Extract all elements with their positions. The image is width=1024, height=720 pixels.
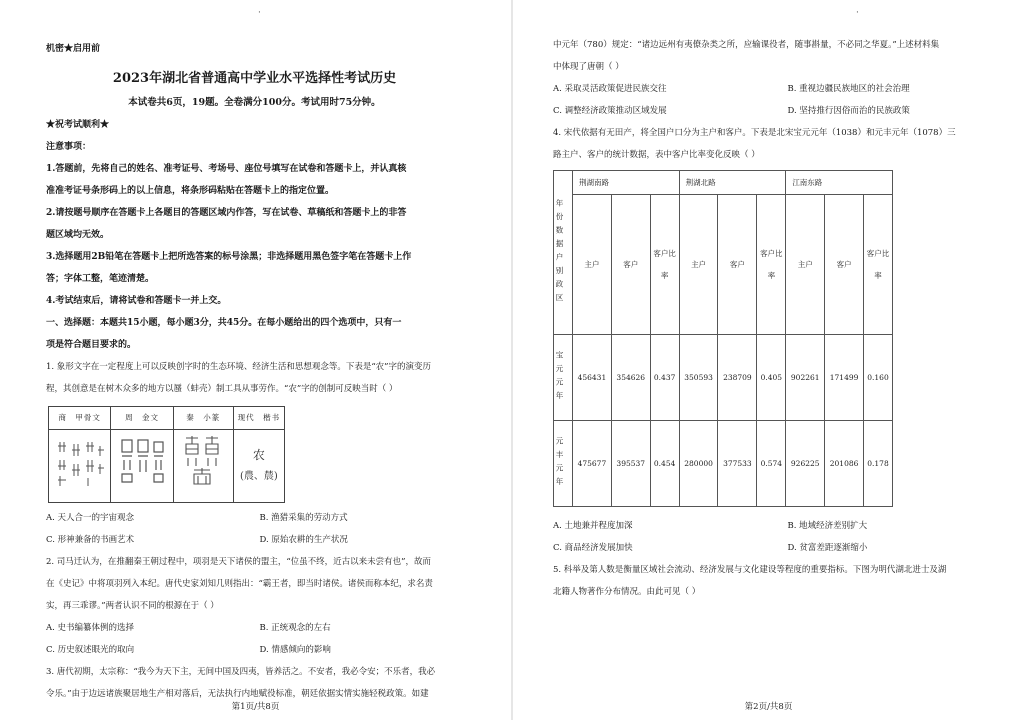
question-3-text-cont: 中元年（780）规定：“诸边远州有夷僚杂类之所，应输课役者，随事斟量，不必同之华夏。”上述材料集 — [553, 40, 940, 50]
exam-subtitle: 本试卷共6页，19题。全卷满分100分。考试用时75分钟。 — [128, 97, 381, 108]
regular-script-cell — [233, 430, 284, 503]
year-cell — [554, 421, 573, 507]
notice-line: 4.考试结束后，请将试卷和答题卡一并上交。 — [46, 296, 227, 306]
data-cell: 377533 — [718, 421, 757, 507]
data-cell: 926225 — [786, 421, 825, 507]
modern-character-variants: (農、辳) — [239, 471, 278, 482]
bronze-glyphs — [111, 430, 173, 503]
col-header: 客户 — [611, 195, 650, 335]
corner-label: 年份数据户别政区 — [555, 198, 564, 307]
page-mark: · — [258, 8, 261, 18]
table-row — [554, 335, 893, 421]
option-d[interactable]: D. 情感倾向的影响 — [259, 645, 331, 655]
data-cell: 0.160 — [864, 335, 893, 421]
option-c[interactable]: C. 调整经济政策推动区域发展 — [553, 106, 667, 116]
option-a[interactable]: A. 天人合一的宇宙观念 — [46, 513, 135, 523]
notice-heading: 注意事项： — [46, 142, 92, 152]
question-4-text: 路主户、客户的统计数据，表中客户比率变化反映（ ） — [553, 150, 760, 160]
exam-title: 2023年湖北省普通高中学业水平选择性考试历史 — [112, 71, 397, 86]
modern-character: 农 — [252, 448, 265, 462]
table-corner-cell — [554, 171, 573, 335]
col-header: 客户 — [825, 195, 864, 335]
question-2-text: 在《史记》中将项羽列入本纪。唐代史家刘知几则指出：“霸王者，即当时诸侯。诸侯而称本纪，求名责 — [46, 579, 433, 589]
data-cell: 0.178 — [864, 421, 893, 507]
question-4-text: 4. 宋代依据有无田产，将全国户口分为主户和客户。下表是北宋宝元元年（1038）和元丰元年（1078）三 — [553, 128, 956, 138]
data-cell: 456431 — [573, 335, 612, 421]
table-header: 周 金文 — [111, 407, 173, 430]
confidential-label: 机密★启用前 — [46, 44, 101, 54]
notice-line: 3.选择题用2B铅笔在答题卡上把所选答案的标号涂黑；非选择题用黑色签字笔在答题卡上作 — [46, 252, 412, 262]
region-header: 荆湖南路 — [573, 171, 680, 195]
option-c[interactable]: C. 历史叙述眼光的取向 — [46, 645, 135, 655]
page-mark: · — [856, 8, 859, 18]
notice-line: 1.答题前，先将自己的姓名、准考证号、考场号、座位号填写在试卷和答题卡上，并认真核 — [46, 164, 407, 174]
data-cell: 350593 — [679, 335, 718, 421]
year-label: 元丰元年 — [555, 436, 564, 491]
data-cell: 475677 — [573, 421, 612, 507]
col-header: 客户比率 — [864, 195, 893, 335]
notice-line: 题区域均无效。 — [46, 230, 110, 240]
section-title: 一、选择题：本题共15小题，每小题3分，共45分。在每小题给出的四个选项中，只有一 — [46, 318, 402, 328]
data-cell: 354626 — [611, 335, 650, 421]
col-header: 主户 — [786, 195, 825, 335]
option-b[interactable]: B. 重视边疆民族地区的社会治理 — [787, 84, 910, 94]
table-row — [554, 421, 893, 507]
col-header: 客户 — [718, 195, 757, 335]
notice-line: 2.请按题号顺序在答题卡上各题目的答题区域内作答，写在试卷、草稿纸和答题卡上的非答 — [46, 208, 407, 218]
seal-script-glyphs — [173, 430, 233, 503]
page-footer: 第1页/共8页 — [231, 702, 280, 712]
question-2-options — [46, 617, 463, 661]
col-header: 主户 — [679, 195, 718, 335]
data-cell: 171499 — [825, 335, 864, 421]
table-header: 商 甲骨文 — [49, 407, 111, 430]
question-5-text: 北籍人物著作分布情况。由此可见（ ） — [553, 587, 701, 597]
oracle-bone-glyphs — [49, 430, 111, 503]
year-label: 宝元元年 — [555, 350, 564, 405]
notice-line: 准准考证号条形码上的以上信息，将条形码粘贴在答题卡上的指定位置。 — [46, 186, 335, 196]
notice-line: 答；字体工整，笔迹清楚。 — [46, 274, 155, 284]
document-page-1 — [0, 0, 511, 720]
bronze-glyph-image — [116, 434, 168, 490]
option-c[interactable]: C. 商品经济发展加快 — [553, 543, 633, 553]
question-3-options — [553, 78, 982, 122]
question-1-text: 1. 象形文字在一定程度上可以反映创字时的生态环境、经济生活和思想观念等。下表是“农”字的演变历 — [46, 362, 432, 372]
oracle-bone-glyph-image — [54, 434, 106, 490]
option-d[interactable]: D. 原始农耕的生产状况 — [259, 535, 348, 545]
page-footer: 第2页/共8页 — [744, 702, 793, 712]
data-cell: 395537 — [611, 421, 650, 507]
col-header: 客户比率 — [650, 195, 679, 335]
data-cell: 238709 — [718, 335, 757, 421]
region-header: 荆湖北路 — [679, 171, 786, 195]
region-header: 江南东路 — [786, 171, 893, 195]
question-1-text: 程，其创意是在树木众多的地方以蜃（蚌壳）制工具从事劳作。“农”字的创制可反映当时（ ） — [46, 384, 398, 394]
option-c[interactable]: C. 形神兼备的书画艺术 — [46, 535, 135, 545]
question-1-options — [46, 507, 463, 551]
table-header: 秦 小篆 — [173, 407, 233, 430]
option-b[interactable]: B. 地域经济差别扩大 — [787, 521, 868, 531]
data-cell: 0.405 — [757, 335, 786, 421]
data-cell: 0.574 — [757, 421, 786, 507]
table-header: 现代 楷书 — [233, 407, 284, 430]
question-3-text: 令乐。”由于边远诸族聚居地生产相对落后，无法执行内地赋役标准，朝廷依据实情实施轻税政策。如建 — [46, 689, 429, 699]
question-3-text: 3. 唐代初期，太宗称：“我今为天下主，无间中国及四夷，皆养活之。不安者，我必令安；不乐者，我必 — [46, 667, 436, 677]
household-data-table — [553, 170, 893, 507]
document-page-2 — [513, 0, 1024, 720]
character-evolution-table — [48, 406, 285, 503]
wish-line: ★祝考试顺利★ — [46, 120, 110, 130]
data-cell: 201086 — [825, 421, 864, 507]
option-d[interactable]: D. 坚持推行因俗而治的民族政策 — [787, 106, 910, 116]
option-d[interactable]: D. 贫富差距逐渐缩小 — [787, 543, 868, 553]
question-4-options — [553, 515, 982, 559]
year-cell — [554, 335, 573, 421]
data-cell: 902261 — [786, 335, 825, 421]
option-b[interactable]: B. 渔猎采集的劳动方式 — [259, 513, 348, 523]
data-cell: 0.437 — [650, 335, 679, 421]
data-cell: 0.454 — [650, 421, 679, 507]
col-header: 客户比率 — [757, 195, 786, 335]
data-cell: 280000 — [679, 421, 718, 507]
col-header: 主户 — [573, 195, 612, 335]
section-title-cont: 项是符合题目要求的。 — [46, 340, 137, 350]
question-2-text: 实，再三乖谬。”两者认识不同的根源在于（ ） — [46, 601, 219, 611]
question-2-text: 2. 司马迁认为，在推翻秦王朝过程中，项羽是天下诸侯的盟主，“位虽不终，近古以来未尝有也”，故而 — [46, 557, 432, 567]
option-a[interactable]: A. 史书编纂体例的选择 — [46, 623, 135, 633]
option-b[interactable]: B. 正统观念的左右 — [259, 623, 331, 633]
question-3-text-cont: 中体现了唐朝（ ） — [553, 62, 624, 72]
seal-script-glyph-image — [178, 432, 228, 492]
option-a[interactable]: A. 采取灵活政策促进民族交往 — [553, 84, 667, 94]
question-5-text: 5. 科举及第人数是衡量区域社会流动、经济发展与文化建设等程度的重要指标。下图为明代湖北进士及湖 — [553, 565, 947, 575]
option-a[interactable]: A. 土地兼并程度加深 — [553, 521, 633, 531]
